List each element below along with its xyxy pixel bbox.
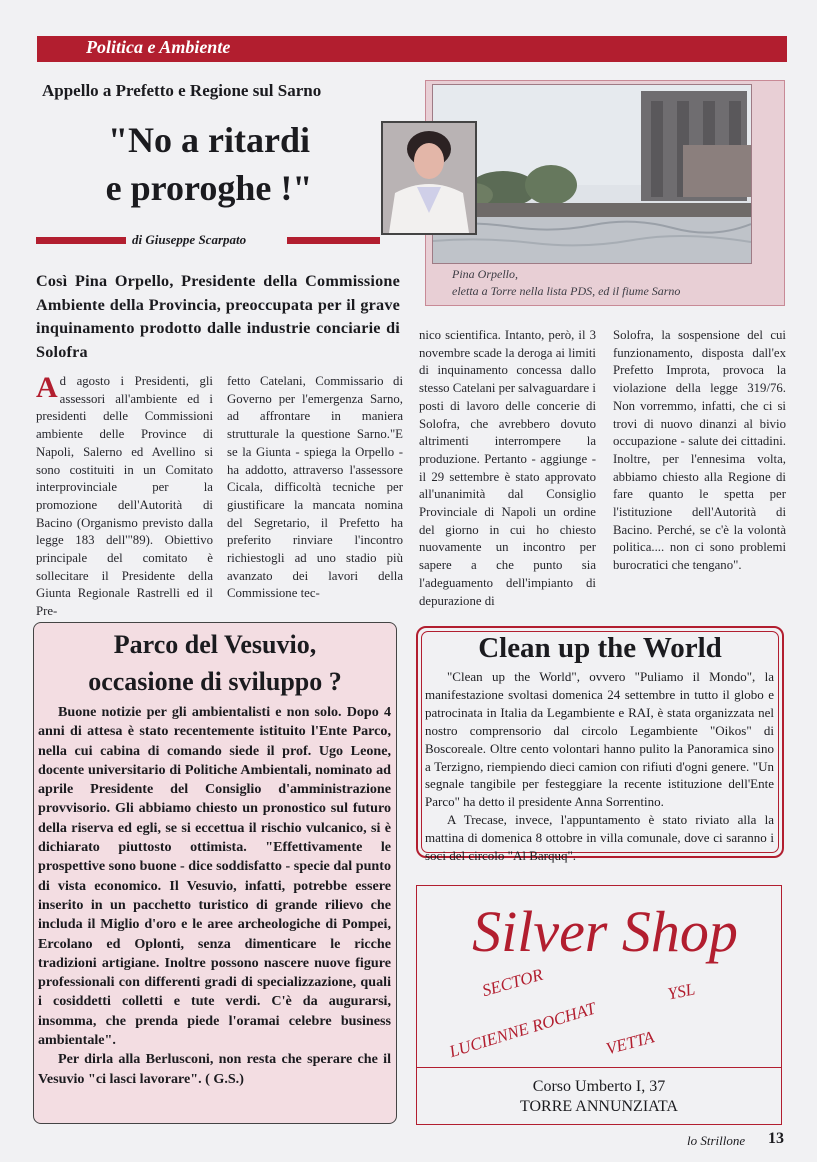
article-column-4: Solofra, la sospensione del cui funzionamento, disposta dall'ex Prefetto Improta, provoca la violazione della legge 319/76. Non vorremmo, infatti, che ci si trovi di nuovo dinanzi al bivio occupazione - salute dei cittadini. Inoltre, per l'ennesima volta, abbiamo chiesto alla Regione di fare quanto le spetta per l'istituzione dell'Autorità di Bacino. Perché, se c'è la volontà politica.... non ci sono problemi burocratici che tengano". (613, 328, 786, 573)
article-column-1-text: d agosto i Presidenti, gli assessori all'ambiente ed i presidenti delle Commissioni ambiente delle Province di Napoli, Salerno ed Avellino si sono costituiti in un Comitato interprovinciale per la promozione dell'Autorità di Bacino (Organismo previsto dalla legge 183 dell'"89). Obiettivo principale del comitato è sollecitare il Presidente della Giunta Regionale Rastrelli ed il Pre- (36, 374, 213, 619)
footer-page-number: 13 (768, 1130, 784, 1147)
byline-rule-right (287, 237, 380, 244)
cleanup-paragraph-2: A Trecase, invece, l'appuntamento è stato riviato alla la mattina di domenica 8 ottobre in villa comunale, dove ci saranno i soci del circolo "Al Barquq". (425, 812, 774, 864)
headline-line-2: e proroghe !" (105, 168, 313, 208)
drop-cap: A (36, 371, 58, 404)
ad-divider (416, 1067, 782, 1068)
ad-brand-lucienne-rochat: LUCIENNE ROCHAT (447, 998, 598, 1062)
article-column-3: nico scientifica. Intanto, però, il 3 novembre scade la deroga ai limiti di inquinamento concessa dallo stesso Catelani per salvaguardare i posti di lavoro delle concerie di Solofra, che avrebbero dovuto altrimenti interrompere la produzione. Pertanto - aggiunge - il 29 settembre è stato approvato all'unanimità dal Consiglio Provinciale di Napoli un ordine del giorno in cui ho chiesto nuovamente un incontro per sapere a che punto sia l'adeguamento dell'impianto di depurazione di (419, 328, 596, 608)
parco-paragraph-1: Buone notizie per gli ambientalisti e non solo. Dopo 4 anni di attesa è stato recentemente istituito l'Ente Parco, nella cui cabina di comando siede il prof. Ugo Leone, docente universitario di Politiche Ambientali, nominato ad aprile Presidente del Consiglio d'amministrazione provvisorio. Gli abbiamo chiesto un pronostico sul futuro della riserva ed egli, se si eccettua il rischio vulcanico, si è dichiarato piuttosto ottimista. "Effettivamente le prospettive sono buone - dice soddisfatto - specie dal punto di vista economico. Il Vesuvio, infatti, potrebbe essere inserito in un pacchetto turistico di grande rilievo che includa il Miglio d'oro e le aree archeologiche di Pompei, Ercolano ed Oplonti, senza dimenticare le ricche tradizioni artigiane. Inoltre possono nascere nuove figure professionali con differenti gradi di specializzazione, quali i cosiddetti colletti e tute verdi. C'è da augurarsi, insomma, che prenda piede l'oramai celebre business ambientale". (38, 704, 391, 1049)
article-byline: di Giuseppe Scarpato (132, 232, 247, 247)
parco-title-line-2: occasione di sviluppo ? (88, 667, 342, 696)
portrait-photo (381, 121, 477, 235)
article-column-2: fetto Catelani, Commissario di Governo per l'emergenza Sarno, ad affrontare in maniera strutturale la questione Sarno."E se la Giunta - spiega la Orpello - ha addotto, attraverso l'assessore Cicala, difficoltà tecniche per giustificare la mancata nomina del Segretario, il Prefetto ha preferito rinviare l'incontro richiestogli ad uno stadio più avanzato dei lavori della Commissione tec- (227, 374, 403, 601)
river-sarno-photo (432, 84, 752, 264)
parco-body (38, 703, 391, 1089)
footer-publication: lo Strillone (687, 1133, 746, 1148)
article-column-1 (36, 373, 213, 621)
photo-caption-line-1: Pina Orpello, (452, 267, 518, 281)
ad-shop-name: Silver Shop (472, 899, 738, 964)
cleanup-body (425, 668, 774, 865)
article-kicker: Appello a Prefetto e Regione sul Sarno (42, 81, 322, 100)
section-title: Politica e Ambiente (86, 37, 231, 57)
ad-brand-ysl: YSL (666, 979, 697, 1004)
ad-address-line-1: Corso Umberto I, 37 (532, 1078, 666, 1095)
ad-brand-vetta: VETTA (604, 1027, 657, 1059)
photo-caption-line-2: eletta a Torre nella lista PDS, ed il fiume Sarno (452, 284, 681, 298)
parco-title-line-1: Parco del Vesuvio, (113, 630, 317, 659)
cleanup-paragraph-1: "Clean up the World", ovvero "Puliamo il Mondo", la manifestazione svoltasi domenica 24 settembre in tutto il globo e patrocinata in Italia da Legambiente e RAI, è stata organizzata nel nostro comprensorio dal circolo Legambiente "Oikos" di Boscoreale. Oltre cento volontari hanno pulito la Panoramica sino a Terzigno, riempiendo dieci camion con rifiuti d'ogni genere. "Un segnale tangibile per festeggiare la recente istituzione dell'Ente Parco" ha detto il presidente Anna Sorrentino. (425, 669, 774, 810)
parco-paragraph-2: Per dirla alla Berlusconi, non resta che sperare che il Vesuvio "ci lasci lavorare". ( G.S.) (38, 1051, 391, 1087)
ad-address-line-2: TORRE ANNUNZIATA (520, 1098, 678, 1115)
cleanup-title: Clean up the World (478, 632, 722, 664)
ad-brand-sector: SECTOR (480, 964, 545, 1001)
byline-rule-left (36, 237, 126, 244)
article-lead: Così Pina Orpello, Presidente della Commissione Ambiente della Provincia, preoccupata per il grave inquinamento prodotto dalle industrie conciarie di Solofra (36, 272, 400, 361)
headline-line-1: "No a ritardi (108, 120, 310, 160)
article-headline (36, 116, 382, 212)
